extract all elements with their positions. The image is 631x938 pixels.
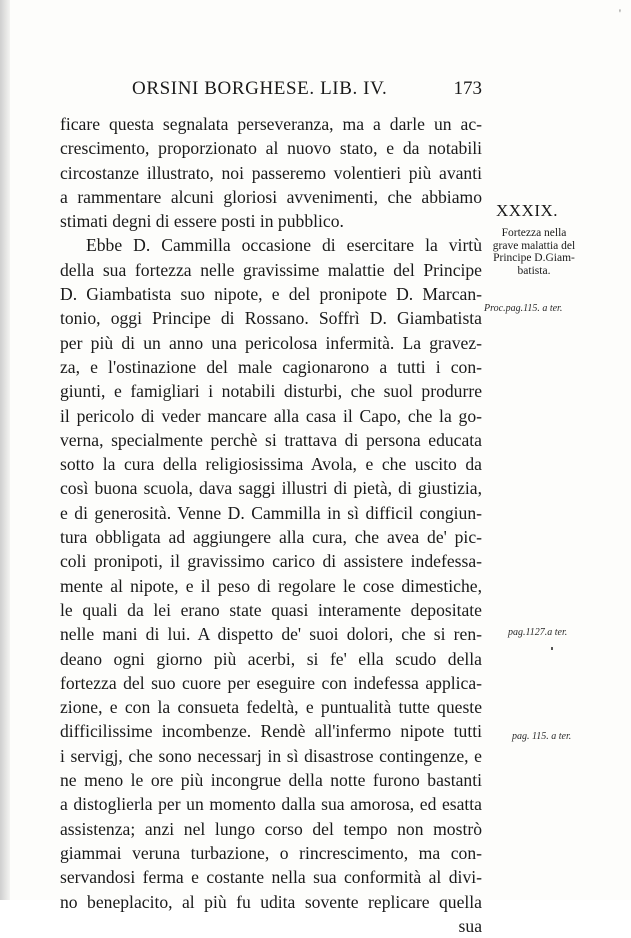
text-line: verna, specialmente perchè si trattava di persona educata (60, 429, 482, 450)
margin-note (478, 227, 590, 277)
text-line: deano ogni giorno più acerbi, si fe' ella scudo della (60, 648, 482, 669)
text-line: za, e l'ostinazione del male cagionarono a tutti i con- (60, 356, 482, 377)
text-line: fortezza del suo cuore per eseguire con indefessa applica- (60, 672, 482, 693)
text-line: a distoglierla per un momento dalla sua amorosa, ed esatta (60, 794, 482, 815)
body-text (60, 112, 482, 938)
margin-note-line: Fortezza nella (501, 227, 567, 239)
text-line: mente al nipote, e il peso di regolare le cose dimestiche, (60, 575, 482, 596)
page-number: 173 (453, 78, 482, 99)
text-line: stimati degni di essere posti in pubblico. (60, 211, 344, 232)
text-line: difficilissime incombenze. Rendè all'infermo nipote tutti (60, 721, 482, 742)
margin-note-line: Principe D.Giam- (493, 252, 575, 264)
text-line: sotto la cura della religiosissima Avola, e che uscito da (60, 454, 482, 475)
text-line: assistenza; anzi nel lungo corso del tempo non mostrò (60, 818, 482, 839)
text-line: coli pronipoti, il gravissimo carico di assistere indefessa- (60, 551, 482, 572)
corner-mark: ' (618, 6, 621, 20)
text-line: crescimento, proporzionato al nuovo stato, e da notabili (60, 138, 482, 159)
text-line: giammai veruna turbazione, o rincrescimento, ma con- (60, 842, 482, 863)
page-header (132, 78, 482, 104)
margin-reference: pag. 115. a ter. (512, 731, 572, 742)
text-line: nelle mani di lui. A dispetto de' suoi dolori, che si ren- (60, 624, 482, 645)
text-line: ne meno le ore più incongrue della notte furono bastanti (60, 770, 482, 791)
text-line: tura obbligata ad aggiungere alla cura, che avea de' pic- (60, 527, 482, 548)
text-line: le quali da lei erano state quasi interamente depositate (60, 599, 482, 620)
page-gutter-shadow (0, 0, 10, 900)
running-head: ORSINI BORGHESE. LIB. IV. (132, 78, 388, 99)
margin-reference: pag.1127.a ter. (508, 627, 568, 638)
margin-note-line: grave malattia del (492, 239, 576, 252)
text-line: così buona scuola, dava saggi illustri di pietà, di giustizia, (60, 478, 482, 499)
text-line: servandosi ferma e costante nella sua conformità al divi- (60, 867, 482, 888)
text-line: D. Giambatista suo nipote, e del pronipote D. Marcan- (60, 284, 482, 305)
text-line: i servigj, che sono necessarj in sì disastrose contingenze, e (60, 745, 482, 766)
ink-tick (551, 647, 553, 650)
catchword: sua (458, 915, 482, 936)
margin-note-line: batista. (517, 264, 551, 277)
text-line: ficare questa segnalata perseveranza, ma a darle un ac- (60, 114, 482, 134)
text-line: zione, e con la consueta fedeltà, e puntualità tutte queste (60, 697, 482, 718)
text-line: e di generosità. Venne D. Cammilla in sì difficil congiun- (60, 502, 482, 523)
text-line: della sua fortezza nelle gravissime malattie del Principe (60, 259, 482, 280)
section-number: XXXIX. (496, 201, 559, 220)
text-line: per più di un anno una pericolosa infermità. La gravez- (60, 332, 482, 353)
text-line: Ebbe D. Cammilla occasione di esercitare la virtù (86, 235, 482, 256)
text-line: no beneplacito, al più fu udita sovente replicare quella (60, 891, 482, 912)
text-line: tonio, oggi Principe di Rossano. Soffrì D. Giambatista (60, 308, 482, 329)
text-line: giunti, e famigliari i notabili disturbi, che suol produrre (60, 381, 482, 402)
margin-reference: Proc.pag.115. a ter. (484, 303, 563, 314)
text-line: il pericolo di veder mancare alla casa il Capo, che la go- (60, 405, 482, 426)
text-line: circostanze illustrato, noi passeremo volentieri più avanti (60, 162, 482, 183)
text-line: a rammentare alcuni gloriosi avvenimenti, che abbiamo (60, 186, 482, 207)
